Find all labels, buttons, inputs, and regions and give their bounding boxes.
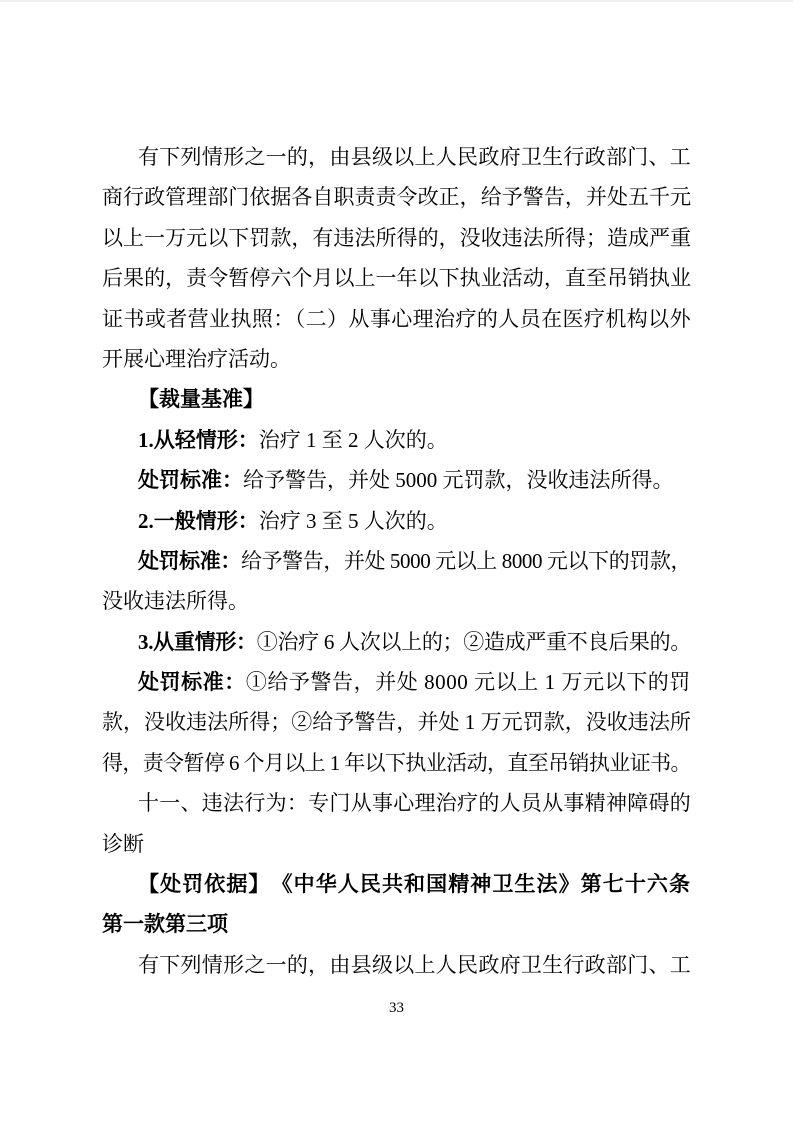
text-line [102,662,691,702]
text-line [102,864,691,904]
text-line [102,945,691,985]
text-line [102,137,691,177]
text-run: 有下列情形之一的，由县级以上人民政府卫生行政部门、工 [138,952,692,977]
text-line [102,218,691,258]
text-line [102,824,691,864]
text-line [102,904,691,944]
text-line [102,702,691,742]
text-line [102,258,691,298]
bold-text-run: 第一款第三项 [102,912,228,937]
text-line [102,379,691,419]
text-run: ①给予警告，并处 8000 元以上 1 万元以下的罚 [245,670,691,695]
text-line [102,541,691,581]
text-line [102,622,691,662]
text-run: 证书或者营业执照：（二）从事心理治疗的人员在医疗机构以外 [102,306,691,331]
text-run: 诊断 [102,831,144,856]
text-run: 有下列情形之一的，由县级以上人民政府卫生行政部门、工 [138,145,692,169]
bold-text-run: 【处罚依据】 《中华人民共和国精神卫生法》第七十六条 [138,872,692,897]
text-line [102,501,691,541]
bold-text-run: 【裁量基准】 [138,387,264,412]
text-line [102,177,691,217]
page-footer [0,998,793,1018]
text-run: 得，责令暂停 6 个月以上 1 年以下执业活动，直至吊销执业证书。 [102,750,691,775]
scan-edge-line [0,0,793,2]
page-number: 33 [389,1000,404,1016]
text-run: ①治疗 6 人次以上的；②造成严重不良后果的。 [256,629,692,654]
bold-text-run: 3.从重情形： [138,629,257,654]
text-line [102,581,691,621]
text-line [102,339,691,379]
text-run: 治疗 1 至 2 人次的。 [258,427,448,452]
text-run: 后果的，责令暂停六个月以上一年以下执业活动，直至吊销执业 [102,266,692,291]
bold-text-run: 1.从轻情形： [138,427,259,452]
text-run: 开展心理治疗活动。 [102,346,291,371]
text-line [102,783,691,823]
text-line [102,420,691,460]
text-line [102,460,691,500]
bold-text-run: 处罚标准： [138,548,241,573]
text-run: 以上一万元以下罚款，有违法所得的，没收违法所得；造成严重 [102,225,692,250]
bold-text-run: 2.一般情形： [138,508,259,533]
document-body [102,137,691,985]
text-run: 款，没收违法所得；②给予警告，并处 1 万元罚款，没收违法所 [102,710,691,735]
text-run: 十一、违法行为：专门从事心理治疗的人员从事精神障碍的 [138,791,692,816]
text-line [102,299,691,339]
text-run: 给予警告，并处 5000 元罚款，没收违法所得。 [243,468,674,493]
bold-text-run: 处罚标准： [138,670,246,695]
text-run: 商行政管理部门依据各自职责责令改正，给予警告，并处五千元 [102,185,692,210]
text-run: 治疗 3 至 5 人次的。 [258,508,448,533]
bold-text-run: 处罚标准： [138,468,243,493]
text-line [102,743,691,783]
text-run: 给予警告，并处 5000 元以上 8000 元以下的罚款， [240,548,692,573]
text-run: 没收违法所得。 [102,589,249,614]
